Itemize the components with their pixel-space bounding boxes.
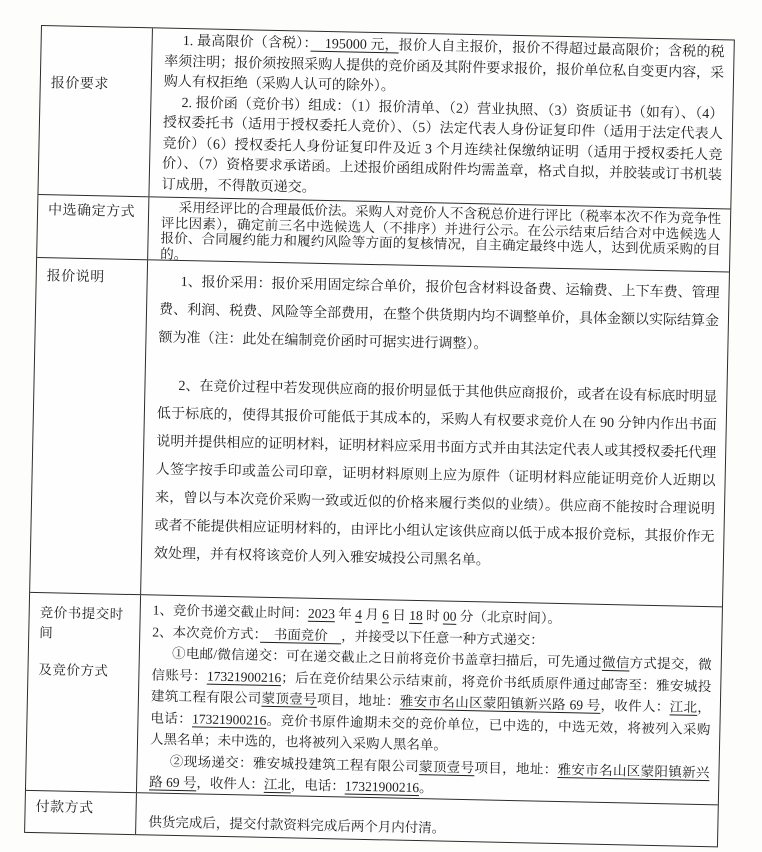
text-run: ，并接受以下任意一种方式递交： [341,627,544,648]
label-quote-requirements [38,26,152,196]
row-label-text: 报价要求 [50,76,109,93]
row-label-text: 中选确定方式 [47,203,136,221]
content-quote-requirements [149,28,733,208]
underlined-text: 雅安市名山区蒙阳镇新兴路 69 号 [399,693,601,713]
text-run: 1、竞价书递交截止时间： [152,602,309,621]
paragraph-pricing-basis [158,269,720,365]
text-run: 项目，地址： [474,759,558,777]
row-label-text: 付款方式 [35,800,94,817]
underlined-text: 6 [382,607,390,623]
underlined-text: 雅安市名山区蒙阳镇新兴路 69 号 [149,761,710,791]
underlined-text: 微信 [601,654,630,671]
underlined-text: 江北 [669,699,698,715]
row-submission-time-method [26,592,722,804]
text-run: ，收件人： [196,775,265,792]
text-run: 供货完成后，提交付款资料完成后两个月内付清。 [148,814,446,836]
text-run: 时 [422,608,444,624]
row-label-text-line2: 及竞价方式 [38,662,109,679]
underlined-text: 江北 [263,776,292,793]
text-run: 采用经评比的合理最低价法。采购人对竞价人不含税总价进行评比（税率本次不作为竞争性评比因素），确定前三名中选候选人（不排序）并进行公示。在公示结束后结合对中选候选人报价、合同履约能力和履约风险等方面的复核情况，自主确定最终中选人，达到优质采购的目的。 [160,199,722,262]
text-run: 日 [388,607,410,623]
text-run: 2、本次竞价方式： [152,623,261,642]
underlined-text: 195000 元， [310,36,399,54]
label-payment-method [25,791,137,834]
row-quote-requirements [38,26,733,208]
text-run: 方式提交，微信账号： [151,655,712,684]
paragraph-quote-composition [161,93,723,207]
text-run: ，收件人： [600,697,670,715]
label-submission-time-method [26,593,141,792]
text-run: 1、报价采用：报价采用固定综合单价，报价包含材料设备费、运输费、上下车费、管理费、利润、税费、风险等全部费用，在整个供货期内均不调整单价，具体金额以实际结算金额为准（注：此处在编制竞价函时可据实进行调整）。 [158,274,720,353]
paragraph-below-cost-rule [154,373,718,581]
underlined-text: 蒙顶壹号 [418,758,475,775]
paragraph-email-wechat-delivery [150,642,712,761]
underlined-text: 00 [442,608,457,624]
underlined-text: 4 [355,606,363,622]
label-selection-method [37,195,149,259]
content-submission-time-method [137,595,722,804]
text-run: 。竞价书原件逾期未交的竞价单位，已中选的，中选无效，将被列入采购人黑名单；未中选的，也将被列入采购人黑名单。 [149,712,711,753]
row-label-text: 报价说明 [46,269,105,286]
text-run: 分（北京时间）。 [456,608,562,627]
underlined-text: 18 [409,607,423,624]
text-run: ②现场递交：雅安城投建筑工程有限公司 [169,753,420,774]
text-run: ，电话： [150,699,712,726]
underlined-text: 蒙顶壹号 [261,690,318,707]
text-run: ①电邮/微信递交：可在递交截止之日前将竞价书盖章扫描后，可先通过 [171,645,603,670]
text-run: 项目，地址： [316,691,401,709]
paragraph-max-price [164,32,725,105]
underlined-text: 17321900216 [344,778,420,796]
underlined-text: 书面竞价 [260,626,342,643]
label-quote-notes [30,258,148,594]
text-run: 报价人自主报价，报价不得超过最高限价；含税的税率须注明；报价须按照采购人提供的竞价函及其附件要求报价，报价单位私自变更内容，采购人有权拒绝（采购人认可的除外）。 [163,38,725,95]
procurement-terms-table [24,25,735,847]
row-quote-notes [30,257,729,606]
text-run: ，电话： [290,777,346,794]
paragraph-selection-method [160,200,721,272]
text-run: 年 [334,606,356,622]
text-run: 2、在竞价过程中若发现供应商的报价明显低于其他供应商报价，或者在设有标底时明显低于标底的，使得其报价可能低于其成本的，采购人有权要求竞价人在 90 分钟内作出书面说明并提供相应的证明材料，证明材料应采用书面方式并由其法定代表人或其授权委托代理人签字按手印或盖公司印章，证明材料原则上应为原件（证明材料应能证明竞价人近期以来，曾以与本次竞价采购一致或近似的价格来履行类似的业绩）。供应商不能按时合理说明或者不能提供相应证明材料的，由评比小组认定该供应商以低于成本报价竞标，其报价作无效处理，并有权将该竞价人列入雅安城投公司黑名单。 [153,378,718,569]
content-quote-notes [141,260,729,606]
row-label-text-line1: 竞价书提交时间 [39,605,124,641]
text-run: ；后在竞价结果公示结束前，将竞价书纸质原件通过邮寄至：雅安城投建筑工程有限公司 [150,669,712,706]
paragraph-payment-terms [148,812,708,843]
text-run: 1. 最高限价（含税）： [182,33,311,52]
underlined-text: 17321900216 [206,668,282,685]
text-run: 。 [418,780,433,796]
text-run: 2. 报价函（竞价书）组成：（1）报价清单、（2）营业执照、（3）资质证书（如有）、（4）授权委托书（适用于授权委托人竞价）、（5）法定代表人身份证复印件（适用于法定代表人竞价）（6）授权委托人身份证复印件及近 3 个月连续社保缴纳证明（适用于授权委托人竞价）、（7）资格要求承诺函。上述报价函组成附件均需盖章，格式自拟，并胶装或订书机装订成册，不得散页递交。 [161,95,724,196]
content-selection-method [148,197,730,271]
text-run: 月 [361,606,383,623]
underlined-text: 2023 [307,605,336,622]
underlined-text: 17321900216 [191,710,267,728]
